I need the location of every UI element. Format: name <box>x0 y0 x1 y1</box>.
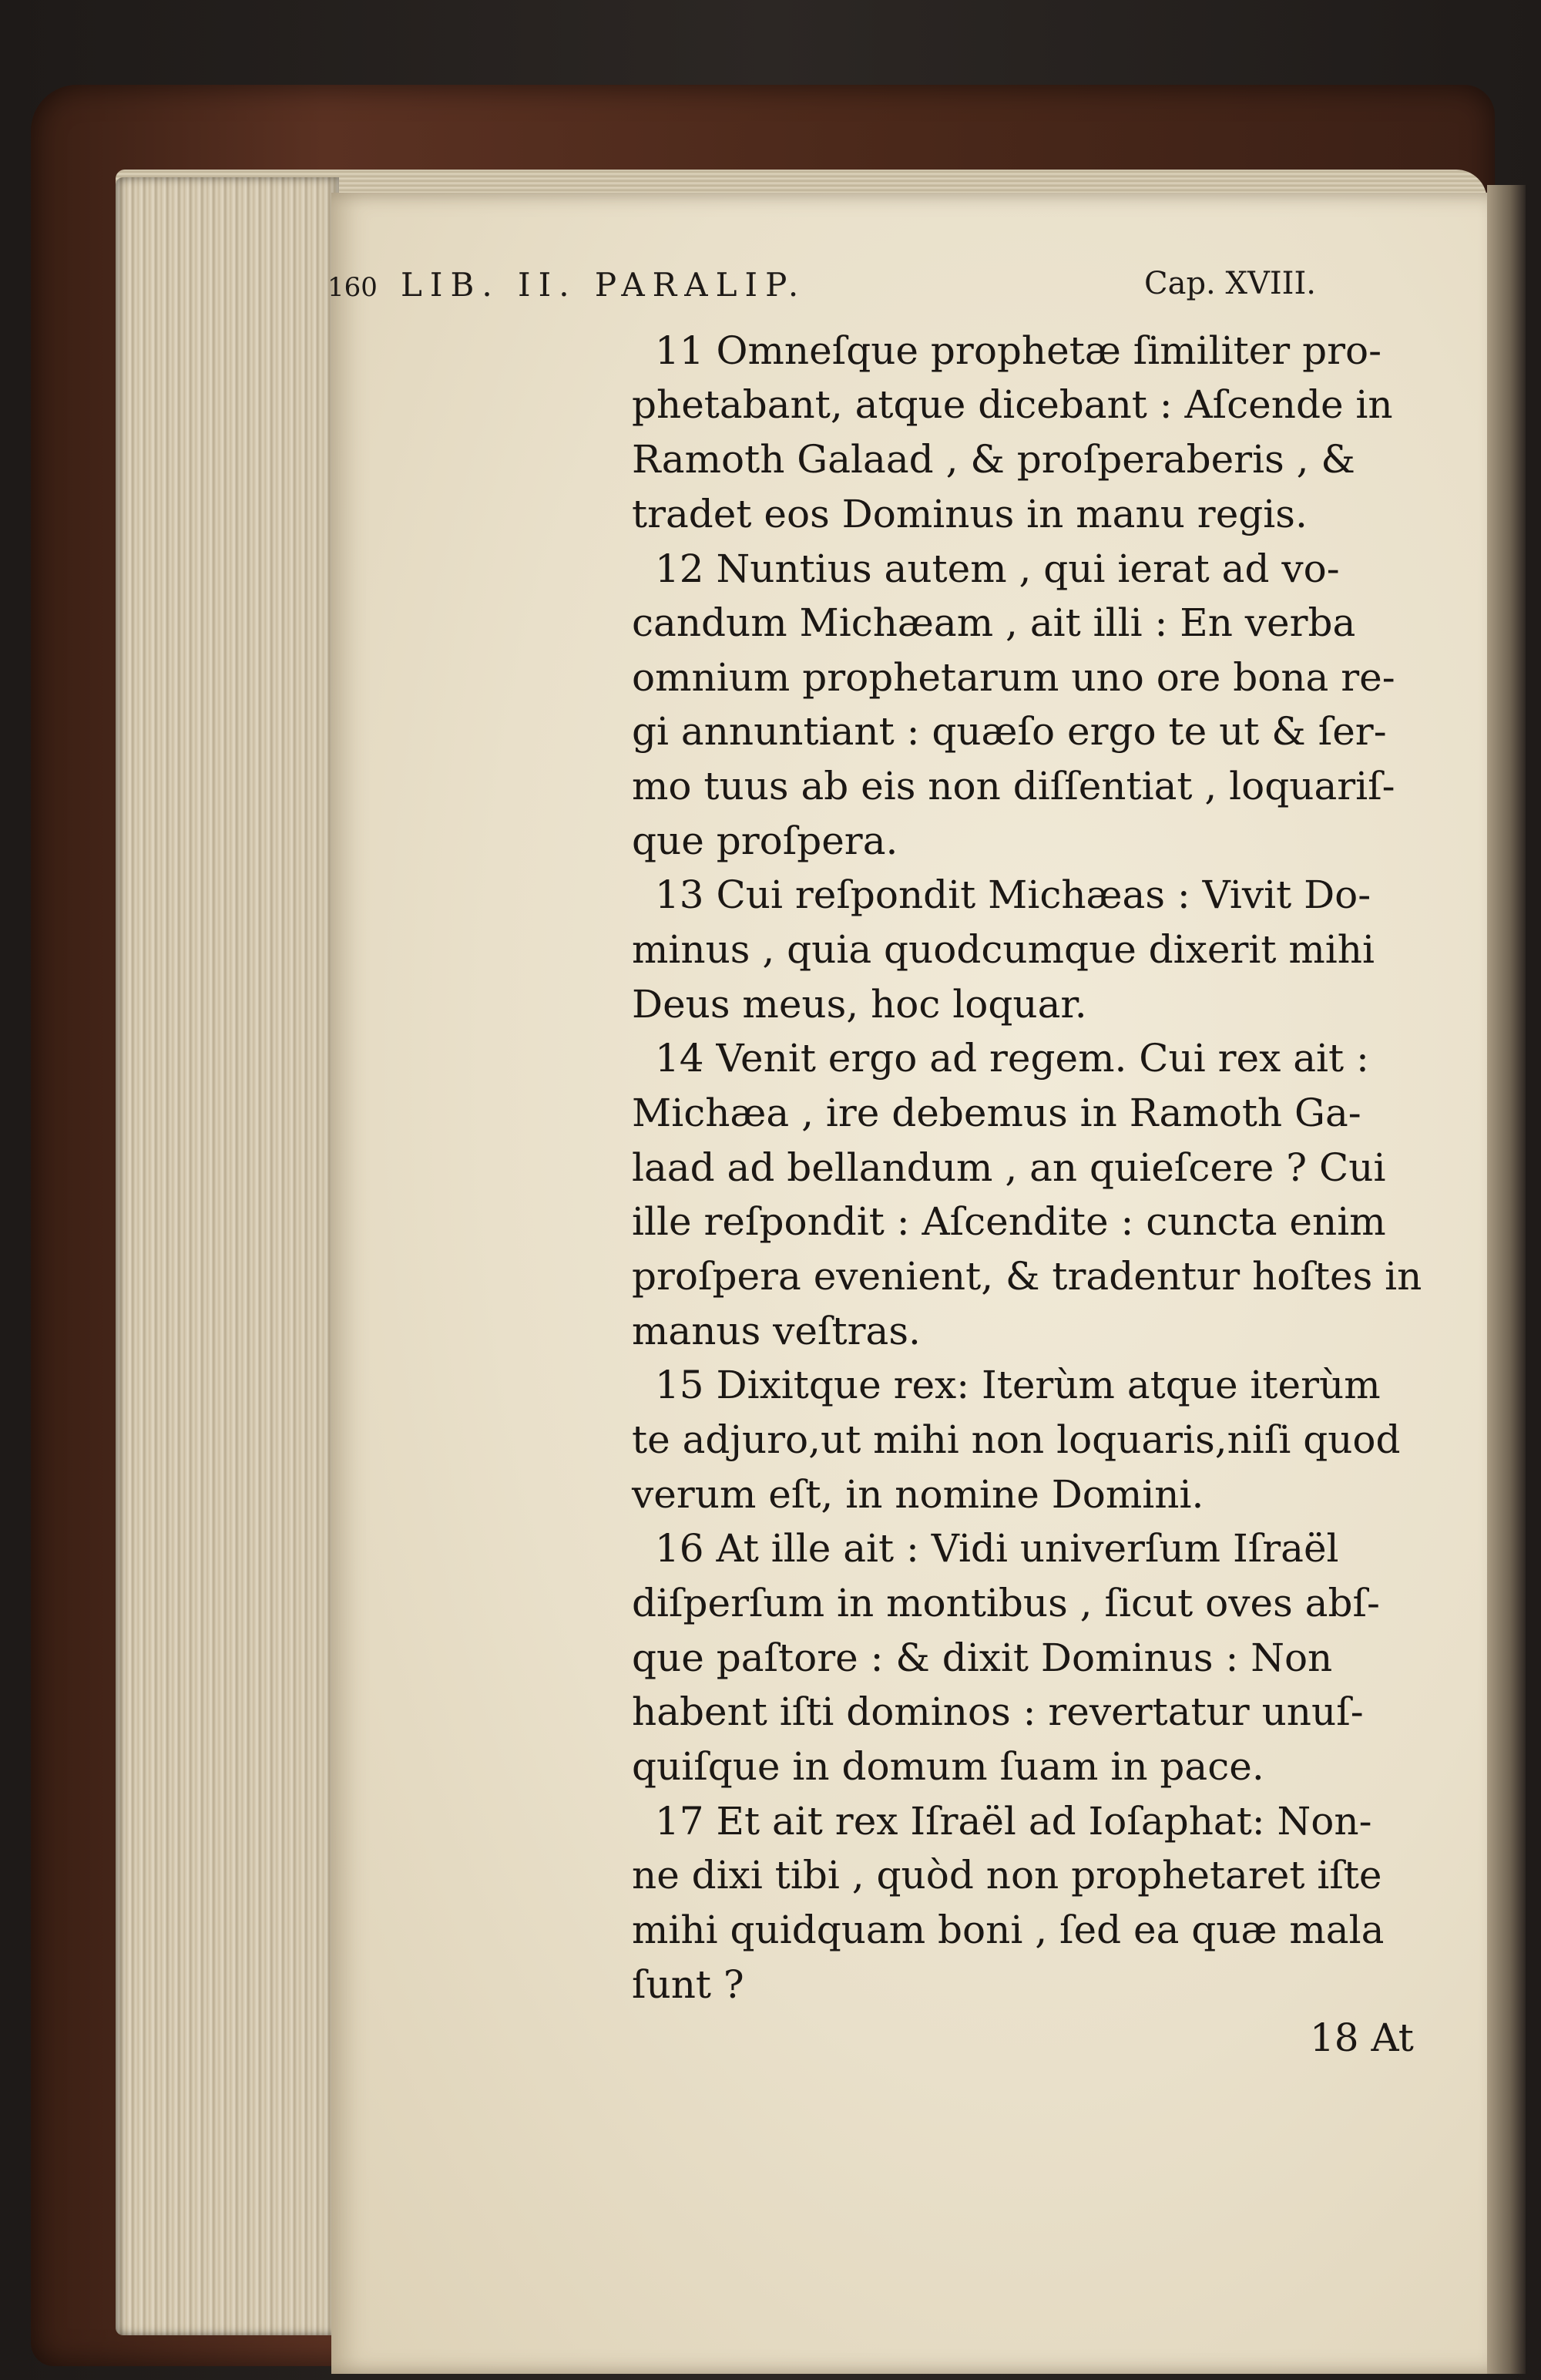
text-line: ille reſpondit : Aſcendite : cuncta enim <box>632 1199 1386 1244</box>
text-line: phetabant, atque dicebant : Aſcende in <box>632 382 1393 427</box>
text-line: proſpera evenient, & tradentur hoſtes in <box>632 1254 1422 1299</box>
text-line: que paſtore : & dixit Dominus : Non <box>632 1635 1333 1680</box>
chapter-label: Cap. XVIII. <box>1144 266 1316 301</box>
text-line: Deus meus, hoc loquar. <box>632 982 1087 1027</box>
text-line: laad ad bellandum , an quieſcere ? Cui <box>632 1145 1386 1190</box>
catchword: 18 At <box>1310 2015 1414 2060</box>
text-line: 12 Nuntius autem , qui ierat ad vo- <box>655 546 1340 591</box>
text-line: 13 Cui reſpondit Michæas : Vivit Do- <box>655 872 1371 917</box>
text-line: mihi quidquam boni , ſed ea quæ mala <box>632 1908 1385 1952</box>
text-line: 16 At ille ait : Vidi univerſum Iſraël <box>655 1526 1339 1571</box>
text-line: tradet eos Dominus in manu regis. <box>632 492 1308 536</box>
page-number: 160 <box>327 272 378 303</box>
text-line: candum Michæam , ait illi : En verba <box>632 600 1356 645</box>
text-line: ne dixi tibi , quòd non prophetaret iſte <box>632 1853 1382 1898</box>
running-header <box>312 266 1468 320</box>
text-line: mo tuus ab eis non diſſentiat , loquariſ- <box>632 764 1395 808</box>
text-line: 14 Venit ergo ad regem. Cui rex ait : <box>655 1036 1369 1081</box>
text-line: te adjuro,ut mihi non loquaris,niſi quod <box>632 1417 1401 1462</box>
text-line: Michæa , ire debemus in Ramoth Ga- <box>632 1091 1361 1135</box>
text-line: diſperſum in montibus , ſicut oves abſ- <box>632 1581 1380 1625</box>
text-line: manus veſtras. <box>632 1309 921 1353</box>
text-line: 11 Omneſque prophetæ ſimiliter pro- <box>655 328 1382 373</box>
running-title: LIB. II. PARALIP. <box>401 266 807 304</box>
text-line: omnium prophetarum uno ore bona re- <box>632 655 1395 700</box>
page-edges-left <box>116 177 339 2335</box>
text-line: que proſpera. <box>632 819 898 863</box>
text-line: habent iſti dominos : revertatur unuſ- <box>632 1689 1364 1734</box>
text-line: ſunt ? <box>632 1962 744 2007</box>
text-line: gi annuntiant : quæſo ergo te ut & ſer- <box>632 709 1387 754</box>
page-edges-right <box>1487 185 1526 2374</box>
text-line: quiſque in domum ſuam in pace. <box>632 1744 1264 1789</box>
text-line: Ramoth Galaad , & proſperaberis , & <box>632 437 1355 482</box>
text-line: 15 Dixitque rex: Iterùm atque iterùm <box>655 1363 1381 1407</box>
text-line: minus , quia quodcumque dixerit mihi <box>632 927 1375 972</box>
text-line: verum eſt, in nomine Domini. <box>632 1472 1204 1517</box>
text-line: 17 Et ait rex Iſraël ad Ioſaphat: Non- <box>655 1799 1372 1844</box>
